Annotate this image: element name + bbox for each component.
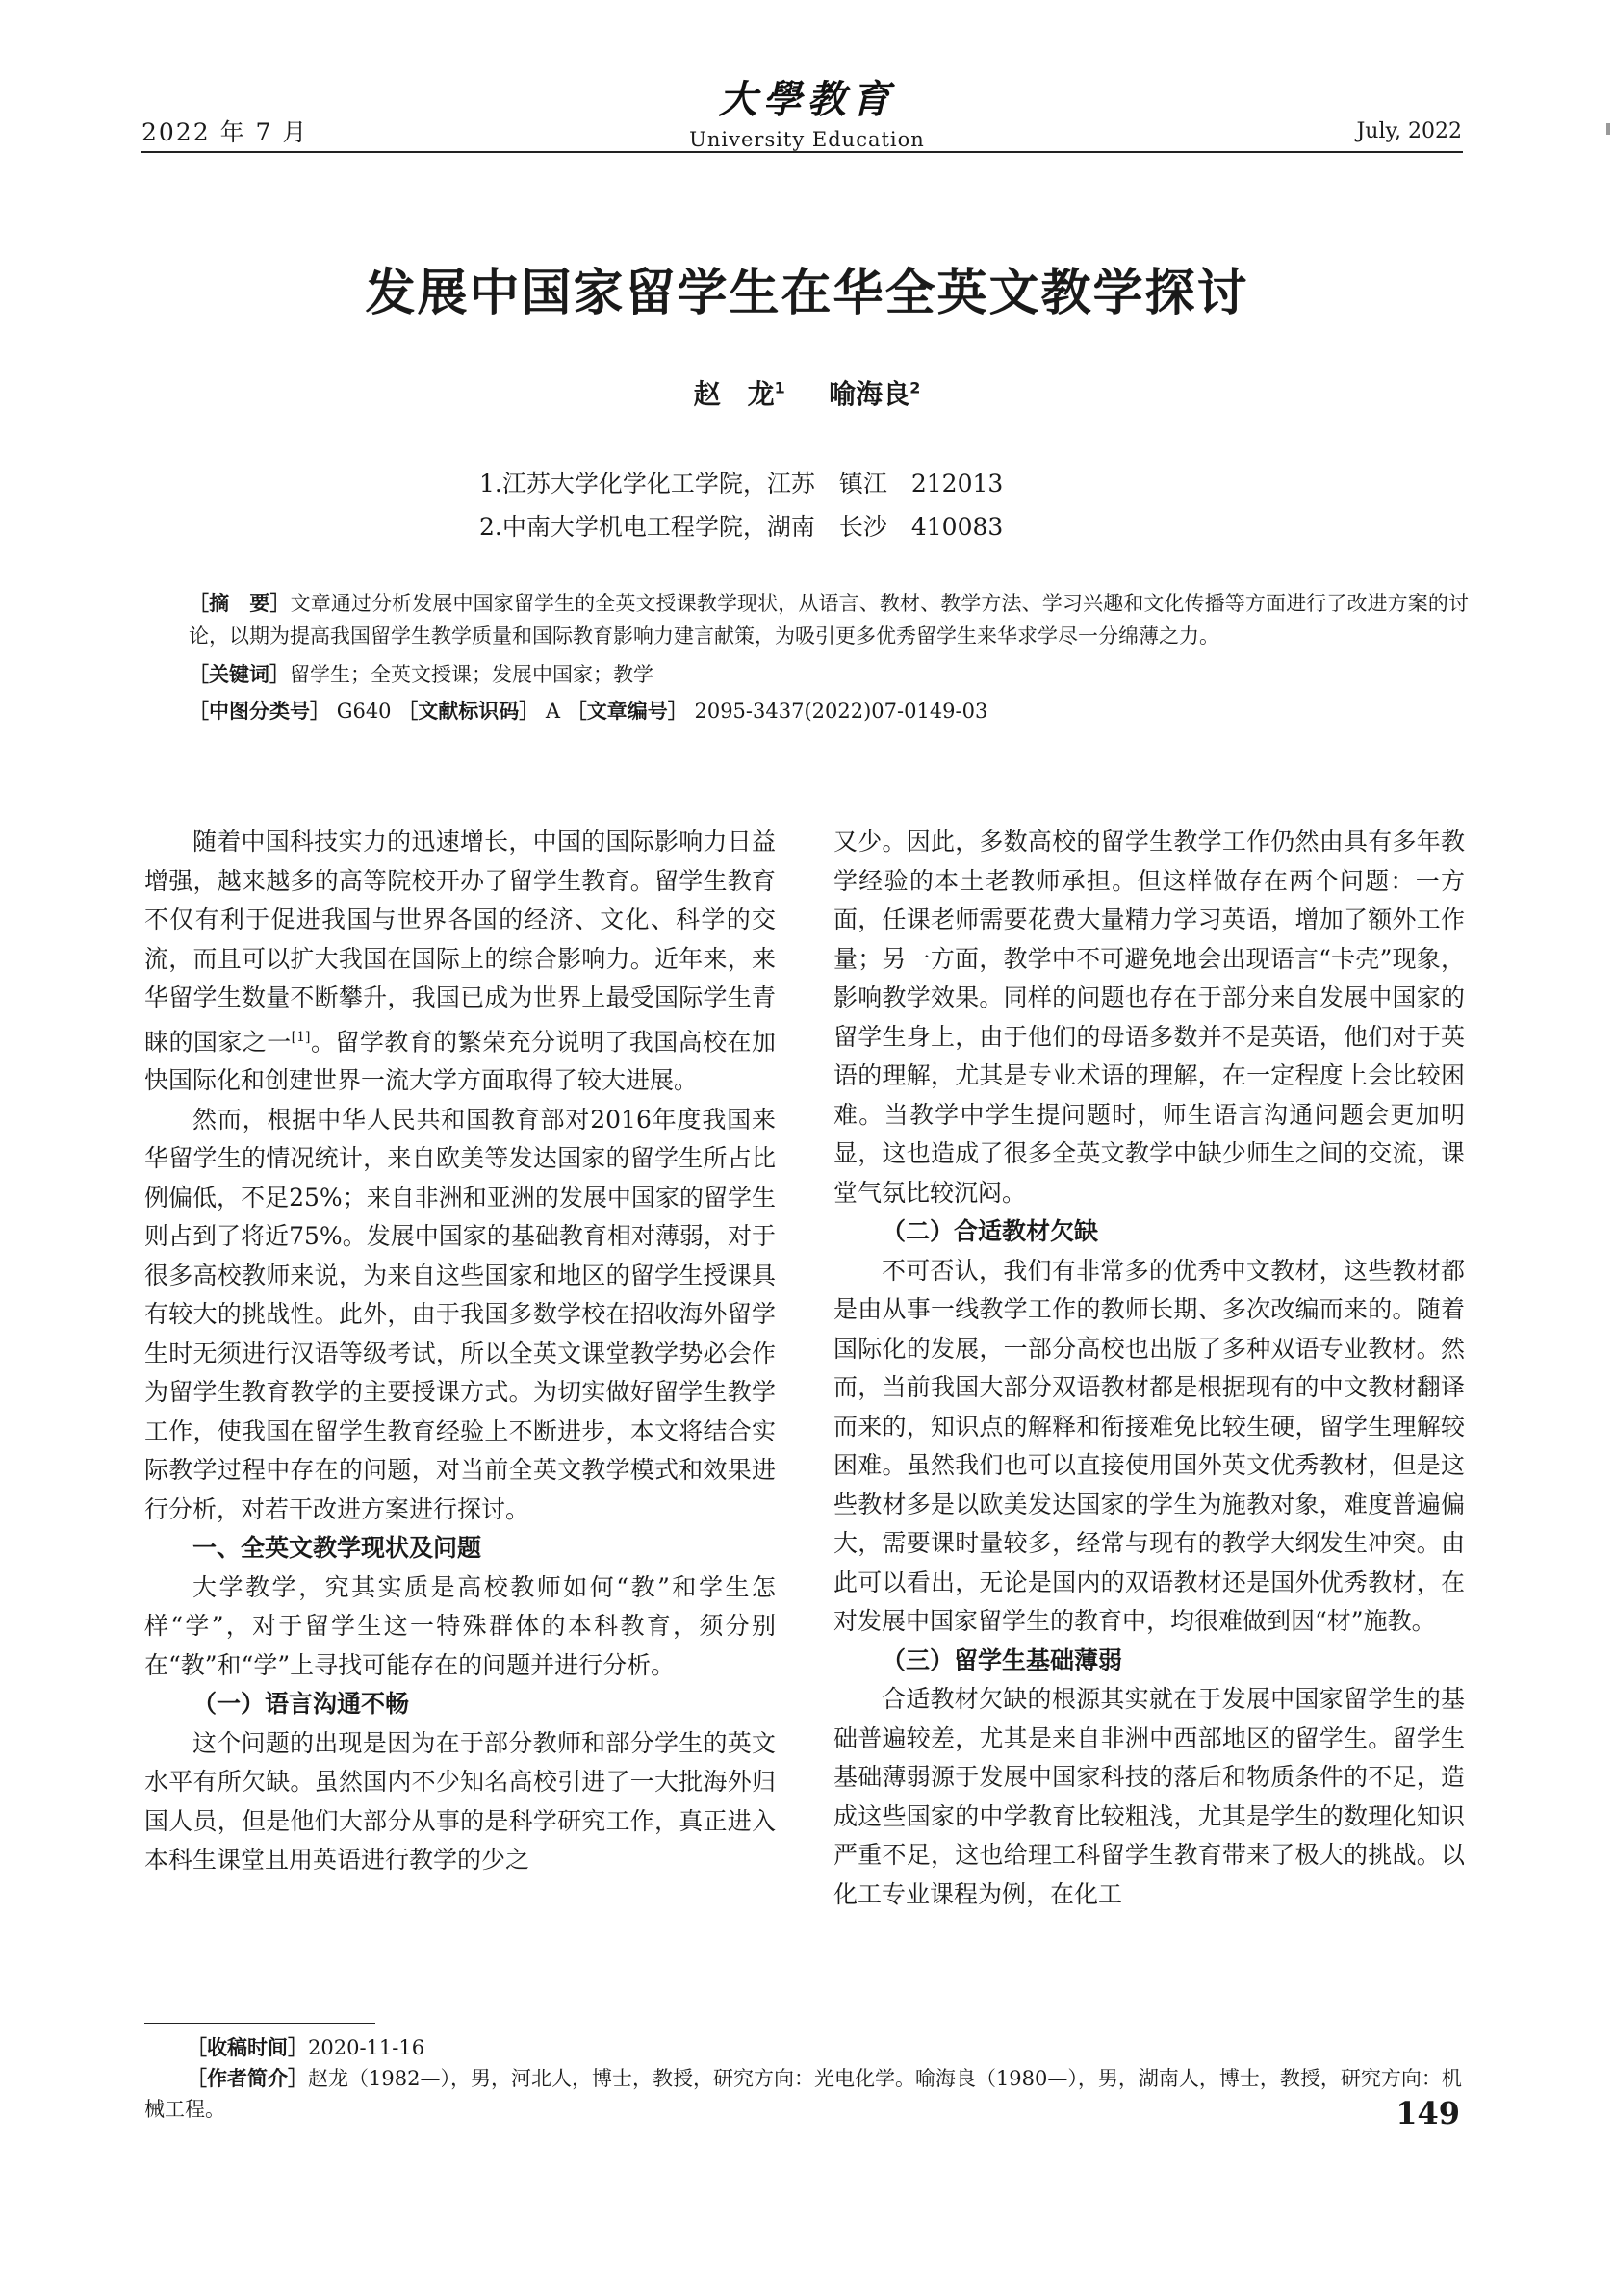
abstract-label: ［摘 要］ — [189, 592, 291, 615]
cls-label: ［中图分类号］ — [189, 700, 330, 723]
received-date: ［收稿时间］2020-11-16 — [187, 2036, 425, 2059]
body-column-right — [833, 823, 1465, 1914]
footnote-rule — [144, 2023, 375, 2024]
affiliation-1: 1.江苏大学化学化工学院，江苏 镇江 212013 — [479, 470, 1004, 497]
body-column-left — [144, 823, 776, 1880]
citation-ref: [1] — [291, 1029, 311, 1045]
cls-value: G640 — [336, 700, 392, 723]
abstract-text: 文章通过分析发展中国家留学生的全英文授课教学现状，从语言、教材、教学方法、学习兴趣和文化传播等方面进行了改进方案的讨论，以期为提高我国留学生教学质量和国际教育影响力建言献策，为吸引更多优秀留学生来华求学尽一分绵薄之力。 — [189, 592, 1470, 648]
subsection-heading: （二）合适教材欠缺 — [882, 1217, 1099, 1245]
footnotes — [144, 2032, 1468, 2125]
doc-label: ［文献标识码］ — [397, 700, 540, 723]
author-name: 喻海良 — [829, 378, 910, 410]
author-sup: 2 — [909, 378, 921, 397]
author-bio: ［作者简介］赵龙（1982—），男，河北人，博士，教授，研究方向：光电化学。喻海良（1980—），男，湖南人，博士，教授，研究方向：机械工程。 — [144, 2067, 1462, 2121]
journal-logo: 大學教育 — [718, 77, 896, 122]
section-heading: 一、全英文教学现状及问题 — [192, 1534, 482, 1563]
abstract-block — [189, 587, 1469, 727]
scroll-mark — [1606, 123, 1610, 135]
author-list — [0, 373, 1614, 412]
abstract — [189, 587, 1469, 652]
issue-date-cn: 2022 年 7 月 — [141, 118, 309, 146]
keywords-text: 留学生；全英文授课；发展中国家；教学 — [290, 663, 653, 686]
paragraph: 合适教材欠缺的根源其实就在于发展中国家留学生的基础普遍较差，尤其是来自非洲中西部地区的留学生。留学生基础薄弱源于发展中国家科技的落后和物质条件的不足，造成这些国家的中学教育比较粗浅，尤其是学生的数理化知识严重不足，这也给理工科留学生教育带来了极大的挑战。以化工专业课程为例，在化工 — [833, 1685, 1465, 1908]
paragraph: 又少。因此，多数高校的留学生教学工作仍然由具有多年教学经验的本土老教师承担。但这样做存在两个问题：一方面，任课老师需要花费大量精力学习英语，增加了额外工作量；另一方面，教学中不可避免地会出现语言“卡壳”现象，影响教学效果。同样的问题也存在于部分来自发展中国家的留学生身上，由于他们的母语多数并不是英语，他们对于英语的理解，尤其是专业术语的理解，在一定程度上会比较困难。当教学中学生提问题时，师生语言沟通问题会更加明显，这也造成了很多全英文教学中缺少师生之间的交流，课堂气氛比较沉闷。 — [833, 828, 1465, 1207]
paragraph: 这个问题的出现是因为在于部分教师和部分学生的英文水平有所欠缺。虽然国内不少知名高校引进了一大批海外归国人员，但是他们大部分从事的是科学研究工作，真正进入本科生课堂且用英语进行教学的少之 — [144, 1728, 776, 1875]
subsection-heading: （一）语言沟通不畅 — [192, 1690, 410, 1719]
paragraph: 随着中国科技实力的迅速增长，中国的国际影响力日益增强，越来越多的高等院校开办了留学生教育。留学生教育不仅有利于促进我国与世界各国的经济、文化、科学的交流，而且可以扩大我国在国际上的综合影响力。近年来，来华留学生数量不断攀升，我国已成为世界上最受国际学生青睐的国家之一[1]。留学教育的繁荣充分说明了我国高校在加快国际化和创建世界一流大学方面取得了较大进展。 — [144, 828, 776, 1095]
header-rule — [141, 151, 1463, 153]
classification-line — [189, 695, 1469, 727]
article-no-label: ［文章编号］ — [566, 700, 688, 723]
affiliation-2: 2.中南大学机电工程学院，湖南 长沙 410083 — [479, 513, 1004, 541]
paragraph: 大学教学，究其实质是高校教师如何“教”和学生怎样“学”，对于留学生这一特殊群体的本科教育，须分别在“教”和“学”上寻找可能存在的问题并进行分析。 — [144, 1572, 776, 1679]
paragraph: 不可否认，我们有非常多的优秀中文教材，这些教材都是由从事一线教学工作的教师长期、多次改编而来的。随着国际化的发展，一部分高校也出版了多种双语专业教材。然而，当前我国大部分双语教材都是根据现有的中文教材翻译而来的，知识点的解释和衔接难免比较生硬，留学生理解较困难。虽然我们也可以直接使用国外英文优秀教材，但是这些教材多是以欧美发达国家的学生为施教对象，难度普遍偏大，需要课时量较多，经常与现有的教学大纲发生冲突。由此可以看出，无论是国内的双语教材还是国外优秀教材，在对发展中国家留学生的教育中，均很难做到因“材”施教。 — [833, 1256, 1465, 1635]
doc-value: A — [545, 700, 561, 723]
issue-date-en: July, 2022 — [1356, 119, 1462, 143]
affiliations — [479, 462, 1003, 548]
paragraph: 然而，根据中华人民共和国教育部对2016年度我国来华留学生的情况统计，来自欧美等发达国家的留学生所占比例偏低，不足25%；来自非洲和亚洲的发展中国家的留学生则占到了将近75%。发展中国家的基础教育相对薄弱，对于很多高校教师来说，为来自这些国家和地区的留学生授课具有较大的挑战性。此外，由于我国多数学校在招收海外留学生时无须进行汉语等级考试，所以全英文课堂教学势必会作为留学生教育教学的主要授课方式。为切实做好留学生教学工作，使我国在留学生教育经验上不断进步，本文将结合实际教学过程中存在的问题，对当前全英文教学模式和效果进行分析，对若干改进方案进行探讨。 — [144, 1105, 776, 1523]
author-sup: 1 — [774, 378, 785, 397]
journal-name-en: University Education — [689, 128, 925, 151]
author-name: 赵 龙 — [693, 378, 775, 410]
article-no-value: 2095-3437(2022)07-0149-03 — [694, 700, 988, 723]
keywords — [189, 658, 1469, 691]
keywords-label: ［关键词］ — [189, 663, 290, 686]
page-number: 149 — [1396, 2095, 1460, 2131]
article-title: 发展中国家留学生在华全英文教学探讨 — [365, 265, 1249, 322]
subsection-heading: （三）留学生基础薄弱 — [882, 1645, 1123, 1674]
